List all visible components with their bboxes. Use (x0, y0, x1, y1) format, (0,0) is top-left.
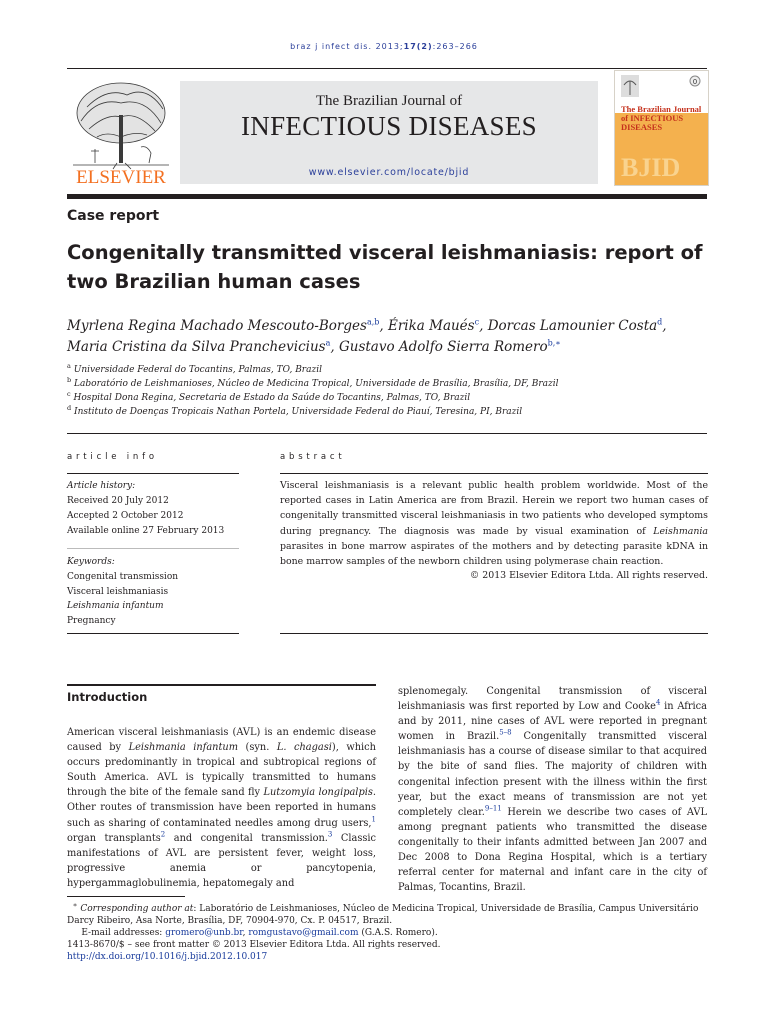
online-date: Available online 27 February 2013 (67, 526, 225, 536)
journal-cover-image (614, 70, 709, 186)
author-separator: , (479, 318, 488, 334)
author-name[interactable]: Dorcas Lamounier Costa (487, 318, 658, 334)
article-info-bottom-rule (67, 633, 239, 634)
email-link[interactable]: gromero@unb.br (165, 928, 243, 938)
citation-volume: 17(2) (403, 42, 433, 51)
journal-banner (180, 81, 598, 184)
header-top-rule (67, 68, 707, 69)
email-line: E-mail addresses: gromero@unb.br, romgustavo@gmail.com (G.A.S. Romero). (81, 928, 438, 938)
cover-badge-text: 0 (692, 78, 698, 86)
corresponding-label: Corresponding author at (80, 904, 194, 914)
keyword-item: Visceral leishmaniasis (67, 587, 169, 597)
cover-title: The Brazilian Journal of INFECTIOUS DISEASES (621, 104, 702, 132)
header-bottom-rule (67, 194, 707, 199)
affiliation-item (67, 376, 717, 389)
keyword-item: Leishmania infantum (67, 601, 164, 611)
article-type: Case report (67, 208, 160, 224)
keywords-divider (67, 548, 239, 549)
article-info-rule (67, 473, 239, 474)
cover-abbreviation: BJID (621, 153, 681, 182)
corresponding-author-note: ∗ Corresponding author at: Laboratório de Leishmanioses, Núcleo de Medicina Tropical, Universidade de Brasília, Campus Universitário Darcy Ribeiro, Asa Norte, Brasília, DF, 70904-970, Cx. P. 04517, Brazil. (67, 901, 699, 926)
author-affiliation-mark[interactable]: b,∗ (547, 338, 561, 348)
author-separator: , (379, 318, 388, 334)
author-name[interactable]: Gustavo Adolfo Sierra Romero (338, 339, 548, 355)
doi-link[interactable]: http://dx.doi.org/10.1016/j.bjid.2012.10.017 (67, 952, 268, 962)
affiliation-mark: c (67, 390, 71, 398)
affiliation-mark: a (67, 362, 71, 370)
abstract-part: parasites in bone marrow aspirates of the mothers and by detecting parasite kDNA in bone marrow samples of the newborn children using polymerase chain reaction. (280, 540, 708, 568)
citation-journal: braz j infect dis. (290, 42, 373, 51)
affiliation-text: Universidade Federal do Tocantins, Palmas, TO, Brazil (73, 365, 322, 375)
affiliation-item (67, 390, 717, 403)
abstract-heading: abstract (280, 452, 346, 462)
author-name[interactable]: Érika Maués (387, 318, 475, 334)
email-link[interactable]: romgustavo@gmail.com (248, 928, 359, 938)
abstract-text (280, 478, 708, 569)
affiliation-item (67, 362, 717, 375)
journal-name: INFECTIOUS DISEASES (241, 111, 537, 141)
article-info-heading: article info (67, 452, 158, 462)
cover-badge-icon (689, 75, 701, 87)
footnotes (67, 903, 707, 963)
received-date: Received 20 July 2012 (67, 496, 169, 506)
affiliation-rule (67, 433, 707, 434)
author-list (67, 316, 727, 358)
introduction-heading: Introduction (67, 690, 148, 704)
introduction-column-2: splenomegaly. Congenital transmission of visceral leishmaniasis was first reported by Low and Cooke$^4$ in Africa and by 2011, nine cases of AVL were reported in pregnant women in Brazil.$^{5-8}$ Congenitally transmitted visceral leishmaniasis has a course of disease similar to that acquired by the bite of sand flies. The majority of children with congenital infection present with the illness within the first year, but the exact means of transmission are not yet completely clear.$^{9-11}$ Herein we describe two cases of AVL among pregnant patients who transmitted the disease congenitally to their infants admitted between Jan 2007 and Dec 2008 to Dona Regina Hospital, which is a tertiary referral center for maternal and infant care in the city of Palmas, Tocantins, Brazil. (398, 686, 708, 894)
author-affiliation-mark[interactable]: a (325, 338, 331, 348)
accepted-date: Accepted 2 October 2012 (67, 511, 184, 521)
email-suffix: (G.A.S. Romero). (361, 928, 438, 938)
affiliation-mark: d (67, 404, 72, 412)
abstract-genus: Leishmania (653, 525, 708, 537)
abstract-part: Visceral leishmaniasis is a relevant public health problem worldwide. Most of the reported cases in Latin America are from Brazil. Herein we report two human cases of congenitally transmitted visceral leishmaniasis in two patients who developed symptoms during pregnancy. The diagnosis was made by visual examination of (280, 480, 708, 537)
journal-citation (0, 42, 768, 51)
journal-url-link[interactable]: www.elsevier.com/locate/bjid (308, 167, 470, 178)
author-name[interactable]: Maria Cristina da Silva Pranchevicius (67, 339, 326, 355)
author-affiliation-mark[interactable]: a,b (366, 317, 380, 327)
article-title: Congenitally transmitted visceral leishmaniasis: report of two Brazilian human cases (67, 241, 703, 293)
affiliation-item (67, 404, 717, 417)
email-label: E-mail addresses: (81, 928, 163, 938)
keyword-item: Congenital transmission (67, 572, 179, 582)
keywords-label: Keywords: (67, 557, 115, 567)
author-separator: , (662, 318, 667, 334)
affiliation-text: Instituto de Doenças Tropicais Nathan Portela, Universidade Federal do Piauí, Teresina, PI, Brazil (74, 407, 523, 417)
introduction-rule (67, 684, 376, 686)
issn-line: 1413-8670/$ – see front matter © 2013 Elsevier Editora Ltda. All rights reserved. (67, 940, 441, 950)
affiliation-text: Laboratório de Leishmanioses, Núcleo de Medicina Tropical, Universidade de Brasília, Brasília, DF, Brazil (74, 379, 559, 389)
article-history-label: Article history: (67, 481, 136, 491)
citation-pages: :263–266 (432, 42, 478, 51)
cover-tree-icon (621, 75, 639, 97)
elsevier-tree-icon (67, 77, 175, 187)
introduction-column-1: American visceral leishmaniasis (AVL) is an endemic disease caused by Leishmania infantum (syn. L. chagasi), which occurs predominantly in tropical and subtropical regions of South America. AVL is typically transmitted to humans through the bite of the female sand fly Lutzomyia longipalpis. Other routes of transmission have been reported in humans such as sharing of contaminated needles among drug users,$^1$ organ transplants$^2$ and congenital transmission.$^3$ Classic manifestations of AVL are persistent fever, weight loss, progressive anemia or pancytopenia, hypergammaglobulinemia, hepatomegaly and (67, 727, 377, 889)
abstract-bottom-rule (280, 633, 708, 634)
author-separator: , (330, 339, 339, 355)
publisher-name: ELSEVIER (76, 167, 166, 187)
abstract-rule (280, 473, 708, 474)
abstract-copyright: © 2013 Elsevier Editora Ltda. All rights reserved. (469, 570, 708, 581)
footnote-rule (67, 896, 185, 897)
elsevier-logo (67, 77, 175, 187)
citation-year: 2013; (375, 42, 404, 51)
keyword-item: Pregnancy (67, 616, 116, 626)
author-affiliation-mark[interactable]: d (657, 317, 663, 327)
corresponding-text: : Laboratório de Leishmanioses, Núcleo de Medicina Tropical, Universidade de Brasília, Campus Universitário Darcy Ribeiro, Asa Norte, Brasília, DF, 70904-970, Cx. P. 04517, Brazil. (67, 904, 699, 926)
affiliation-text: Hospital Dona Regina, Secretaria de Estado da Saúde do Tocantins, Palmas, TO, Brazil (73, 393, 471, 403)
author-affiliation-mark[interactable]: c (474, 317, 480, 327)
journal-pretitle: The Brazilian Journal of (315, 93, 463, 109)
affiliation-mark: b (67, 376, 72, 384)
author-name[interactable]: Myrlena Regina Machado Mescouto-Borges (67, 318, 367, 334)
